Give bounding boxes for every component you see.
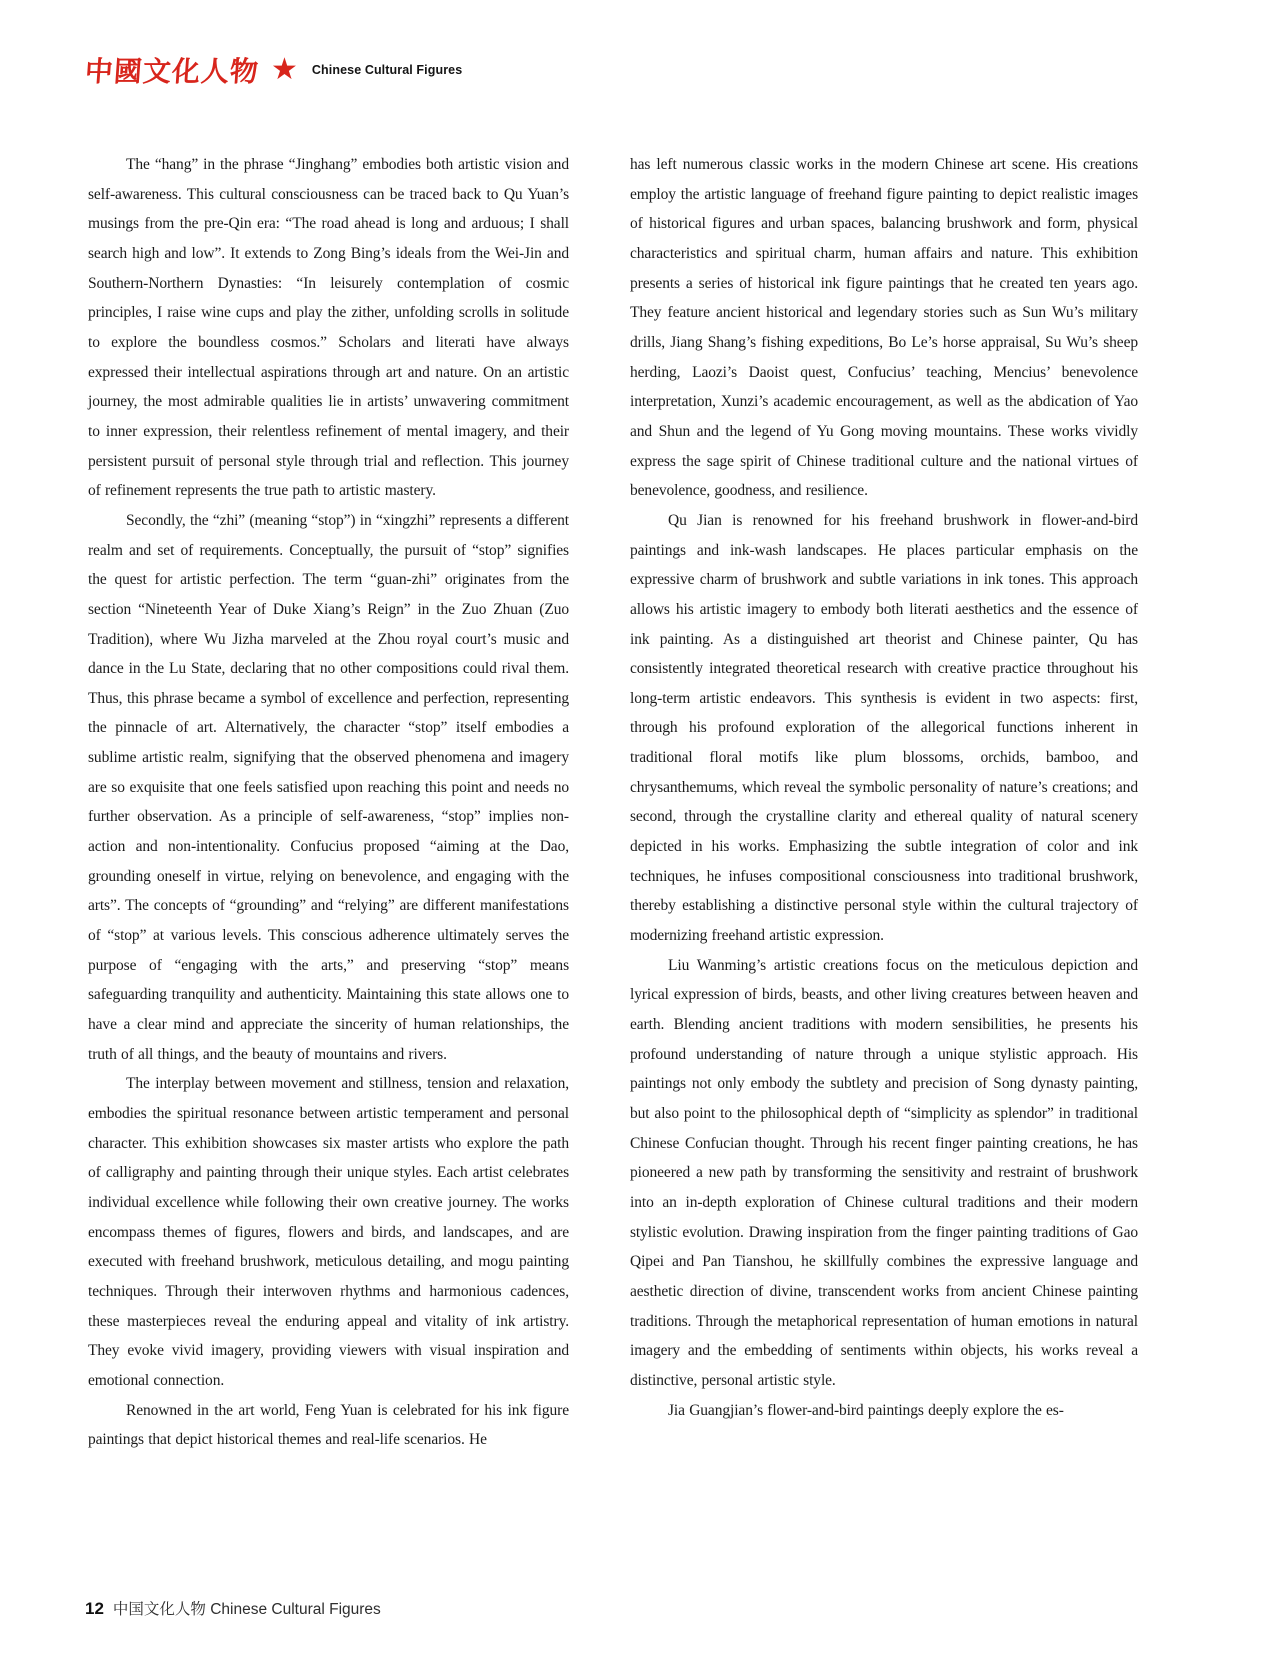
paragraph-left-3: The interplay between movement and stillness, tension and relaxation, embodies the spiritual resonance between artistic temperament and personal character. This exhibition showcases six master artists who explore the path of calligraphy and painting through their unique styles. Each artist celebrates individual excellence while following their own creative journey. The works encompass themes of figures, flowers and birds, and landscapes, and are executed with freehand brushwork, meticulous detailing, and mogu painting techniques. Through their interwoven rhythms and harmonious cadences, these masterpieces reveal the enduring appeal and vitality of ink artistry. They evoke vivid imagery, providing viewers with visual inspiration and emotional connection. (88, 1075, 569, 1389)
page-header (85, 50, 462, 90)
right-column (630, 150, 1138, 1425)
paragraph-left-4: Renowned in the art world, Feng Yuan is celebrated for his ink figure paintings that depict historical themes and real-life scenarios. He (88, 1401, 569, 1449)
brand-logo-chinese: 中國文化人物 (83, 55, 261, 88)
star-icon: ★ (271, 52, 298, 87)
left-column (88, 150, 569, 1455)
paragraph-right-4: Jia Guangjian’s flower-and-bird paintings deeply explore the es- (668, 1401, 1064, 1419)
paragraph-right-2: Qu Jian is renowned for his freehand brushwork in flower-and-bird paintings and ink-wash landscapes. He places particular emphasis on the expressive charm of brushwork and subtle variations in ink tones. This approach allows his artistic imagery to embody both literati aesthetics and the essence of ink painting. As a distinguished art theorist and Chinese painter, Qu has consistently integrated theoretical research with creative practice throughout his long-term artistic endeavors. This synthesis is evident in two aspects: first, through his profound exploration of the allegorical functions inherent in traditional floral motifs like plum blossoms, orchids, bamboo, and chrysanthemums, which reveal the symbolic personality of nature’s creations; and second, through the crystalline clarity and ethereal quality of natural scenery depicted in his works. Emphasizing the subtle integration of color and ink techniques, he infuses compositional consciousness into traditional brushwork, thereby establishing a distinctive personal style within the cultural trajectory of modernizing freehand artistic expression. (630, 511, 1138, 945)
footer-title: 中国文化人物 Chinese Cultural Figures (112, 1601, 381, 1618)
paragraph-right-3: Liu Wanming’s artistic creations focus on the meticulous depiction and lyrical expression of birds, beasts, and other living creatures between heaven and earth. Blending ancient traditions with modern sensibilities, he presents his profound understanding of nature through a unique stylistic approach. His paintings not only embody the subtlety and precision of Song dynasty painting, but also point to the philosophical depth of “simplicity as splendor” in traditional Chinese Confucian thought. Through his recent finger painting creations, he has pioneered a new path by transforming the sensitivity and restraint of brushwork into an in-depth exploration of Chinese cultural traditions and their modern stylistic evolution. Drawing inspiration from the finger painting traditions of Gao Qipei and Pan Tianshou, he skillfully combines the expressive language and aesthetic direction of divine, transcendent works from ancient Chinese painting traditions. Through the metaphorical representation of human emotions in natural imagery and the embedding of sentiments within objects, his works reveal a distinctive, personal artistic style. (630, 956, 1138, 1389)
page-number: 12 (85, 1599, 104, 1618)
paragraph-right-1: has left numerous classic works in the modern Chinese art scene. His creations employ the artistic language of freehand figure painting to depict realistic images of historical figures and urban spaces, balancing brushwork and form, physical characteristics and spiritual charm, human affairs and nature. This exhibition presents a series of historical ink figure paintings that he created ten years ago. They feature ancient historical and legendary stories such as Sun Wu’s military drills, Jiang Shang’s fishing expeditions, Bo Le’s horse appraisal, Su Wu’s sheep herding, Laozi’s Daoist quest, Confucius’ teaching, Mencius’ benevolence interpretation, Xunzi’s academic encouragement, as well as the abdication of Yao and Shun and the legend of Yu Gong moving mountains. These works vividly express the sage spirit of Chinese traditional culture and the national virtues of benevolence, goodness, and resilience. (630, 156, 1138, 500)
paragraph-left-1: The “hang” in the phrase “Jinghang” embodies both artistic vision and self-awareness. This cultural consciousness can be traced back to Qu Yuan’s musings from the pre-Qin era: “The road ahead is long and arduous; I shall search high and low”. It extends to Zong Bing’s ideals from the Wei-Jin and Southern-Northern Dynasties: “In leisurely contemplation of cosmic principles, I raise wine cups and play the zither, unfolding scrolls in solitude to explore the boundless cosmos.” Scholars and literati have always expressed their intellectual aspirations through art and nature. On an artistic journey, the most admirable qualities lie in artists’ unwavering commitment to inner expression, their relentless refinement of mental imagery, and their persistent pursuit of personal style through trial and reflection. This journey of refinement represents the true path to artistic mastery. (88, 156, 569, 500)
brand-logo-english: Chinese Cultural Figures (311, 63, 463, 77)
paragraph-left-2: Secondly, the “zhi” (meaning “stop”) in “xingzhi” represents a different realm and set of requirements. Conceptually, the pursuit of “stop” signifies the quest for artistic perfection. The term “guan-zhi” originates from the section “Nineteenth Year of Duke Xiang’s Reign” in the Zuo Zhuan (Zuo Tradition), where Wu Jizha marveled at the Zhou royal court’s music and dance in the Lu State, declaring that no other compositions could rival them. Thus, this phrase became a symbol of excellence and perfection, representing the pinnacle of art. Alternatively, the character “stop” itself embodies a sublime artistic realm, signifying that the observed phenomena and imagery are so exquisite that one feels satisfied upon reaching this point and needs no further observation. As a principle of self-awareness, “stop” implies non-action and non-intentionality. Confucius proposed “aiming at the Dao, grounding oneself in virtue, relying on benevolence, and engaging with the arts”. The concepts of “grounding” and “relying” are different manifestations of “stop” at various levels. This conscious adherence ultimately serves the purpose of “engaging with the arts,” and preserving “stop” means safeguarding tranquility and authenticity. Maintaining this state allows one to have a clear mind and appreciate the sincerity of human relationships, the truth of all things, and the beauty of mountains and rivers. (88, 511, 569, 1063)
page-footer (85, 1597, 381, 1619)
